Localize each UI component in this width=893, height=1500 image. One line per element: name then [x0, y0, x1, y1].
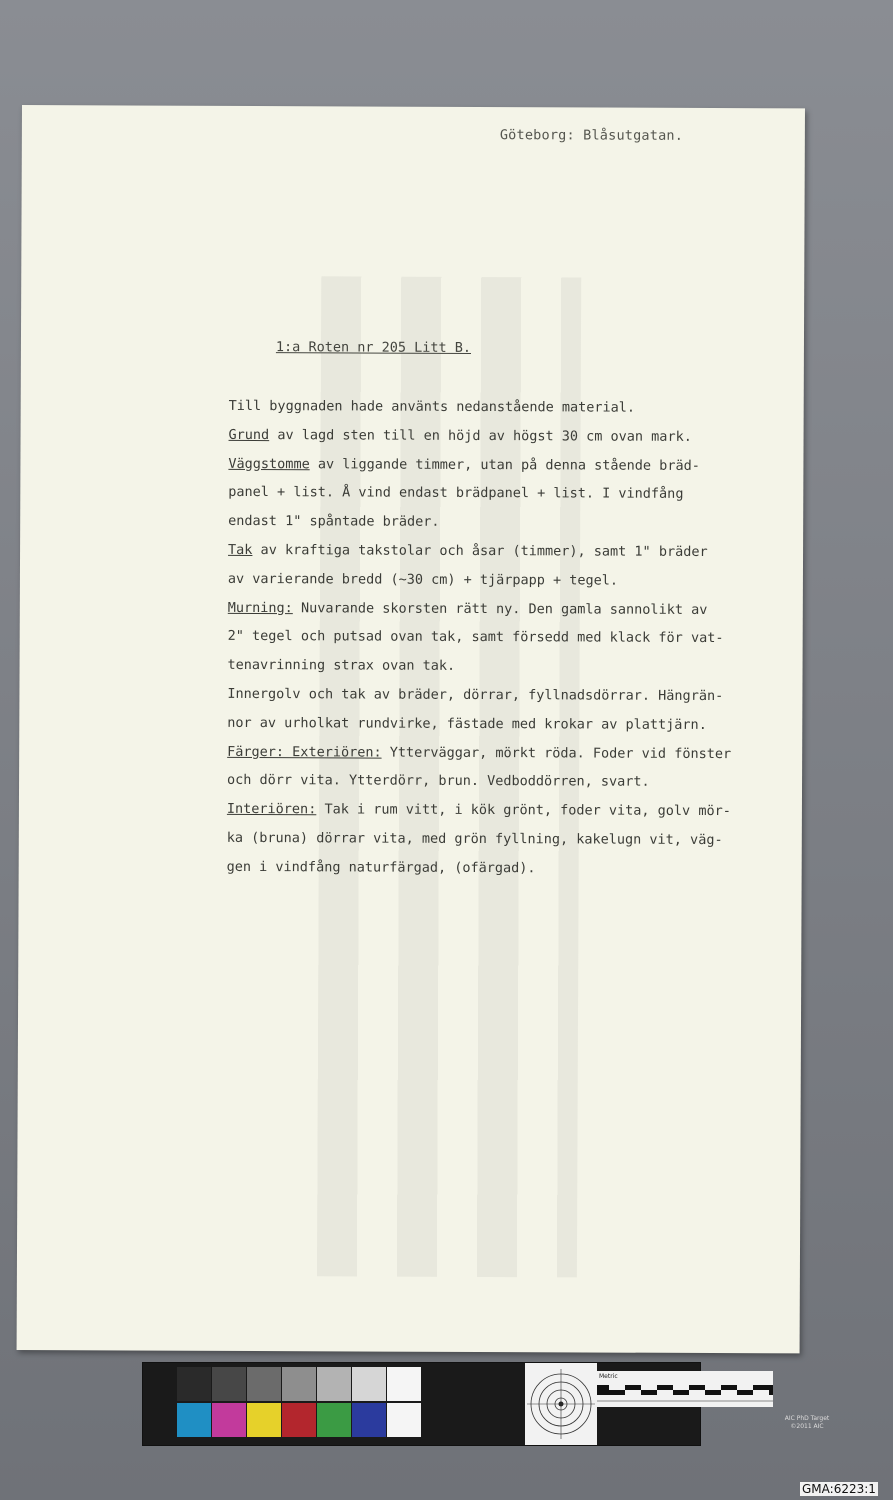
- line-text: endast 1" spåntade bräder.: [228, 513, 440, 531]
- gray-swatch: [317, 1367, 351, 1401]
- line-text: och dörr vita. Ytterdörr, brun. Vedboddörren, svart.: [227, 772, 650, 791]
- line-text: Innergolv och tak av bräder, dörrar, fyllnadsdörrar. Hängrän-: [227, 685, 724, 705]
- color-swatch: [177, 1403, 211, 1437]
- scale-label: Metric: [599, 1373, 618, 1380]
- target-label: [775, 1415, 839, 1431]
- gray-swatch: [247, 1367, 281, 1401]
- color-swatch: [387, 1403, 421, 1437]
- color-swatch: [247, 1403, 281, 1437]
- text-line: [228, 478, 788, 509]
- gray-swatch: [177, 1367, 211, 1401]
- underlined-heading: Färger: Exteriören:: [227, 743, 382, 761]
- document-body: [227, 392, 789, 884]
- underlined-heading: Grund: [228, 426, 270, 443]
- line-text: panel + list. Å vind endast brädpanel + list. I vindfång: [228, 484, 684, 503]
- color-swatch: [212, 1403, 246, 1437]
- line-text: av kraftiga takstolar och åsar (timmer), samt 1" bräder: [252, 541, 708, 560]
- color-swatch: [282, 1403, 316, 1437]
- text-line: [227, 853, 787, 884]
- line-text: av varierande bredd (~30 cm) + tjärpapp + tegel.: [227, 570, 619, 589]
- text-line: [227, 709, 787, 740]
- metric-scale: [597, 1371, 773, 1407]
- text-line: [228, 536, 788, 567]
- text-line: [227, 824, 787, 855]
- header-place: Göteborg: Blåsutgatan.: [499, 127, 684, 144]
- underlined-heading: Murning:: [227, 599, 293, 616]
- line-text: av liggande timmer, utan på denna stående bräd-: [309, 455, 700, 474]
- underlined-heading: Väggstomme: [228, 455, 310, 472]
- text-line: [228, 507, 788, 538]
- line-text: nor av urholkat rundvirke, fästade med krokar av plattjärn.: [227, 714, 707, 733]
- text-line: [227, 795, 787, 826]
- underlined-heading: Interiören:: [226, 801, 317, 818]
- text-line: [228, 565, 788, 596]
- line-text: Ytterväggar, mörkt röda. Foder vid fönster: [381, 744, 732, 762]
- document-page: [17, 105, 805, 1353]
- underlined-heading: Tak: [228, 541, 253, 558]
- line-text: av lagd sten till en höjd av högst 30 cm ovan mark.: [269, 426, 692, 445]
- catalog-number: GMA:6223:1: [802, 1482, 876, 1496]
- target-label-line1: AIC PhD Target: [784, 1415, 830, 1422]
- line-text: Tak i rum vitt, i kök grönt, foder vita, golv mör-: [316, 801, 731, 820]
- line-text: tenavrinning strax ovan tak.: [227, 657, 456, 675]
- crosshair-target-icon: [525, 1363, 597, 1445]
- gray-swatch: [282, 1367, 316, 1401]
- line-text: ka (bruna) dörrar vita, med grön fyllning, kakelugn vit, väg-: [226, 829, 723, 849]
- color-swatch: [352, 1403, 386, 1437]
- color-calibration-target: [142, 1362, 830, 1446]
- color-swatch: [317, 1403, 351, 1437]
- line-text: Till byggnaden hade använts nedanstående material.: [228, 397, 636, 416]
- document-title: 1:a Roten nr 205 Litt B.: [275, 339, 472, 356]
- line-text: Nuvarande skorsten rätt ny. Den gamla sannolikt av: [292, 599, 708, 618]
- line-text: 2" tegel och putsad ovan tak, samt försedd med klack för vat-: [227, 628, 724, 647]
- text-line: [227, 737, 787, 768]
- target-label-line2: ©2011 AIC: [790, 1423, 824, 1430]
- text-line: [227, 766, 787, 797]
- text-line: [227, 680, 787, 711]
- line-text: gen i vindfång naturfärgad, (ofärgad).: [226, 858, 536, 876]
- text-line: [228, 622, 788, 653]
- text-line: [228, 593, 788, 624]
- gray-swatch: [352, 1367, 386, 1401]
- text-line: [228, 421, 788, 452]
- gray-swatch: [387, 1367, 421, 1401]
- gray-swatch: [212, 1367, 246, 1401]
- text-line: [229, 392, 789, 423]
- text-line: [227, 651, 787, 682]
- text-line: [228, 449, 788, 480]
